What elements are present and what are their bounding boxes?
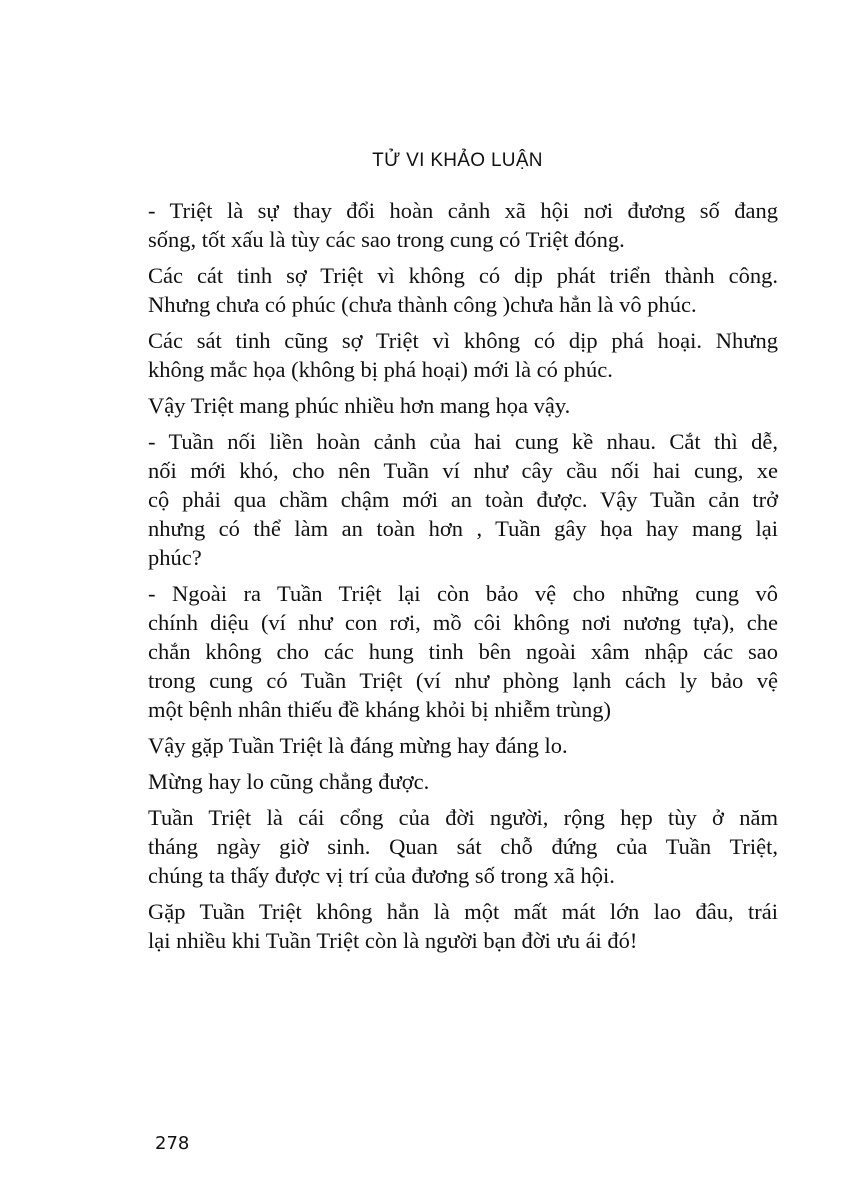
text-line: không mắc họa (không bị phá hoại) mới là có phúc. — [148, 357, 613, 382]
paragraph — [148, 731, 778, 760]
page-number: 278 — [155, 1133, 190, 1154]
paragraph — [148, 391, 778, 420]
text-line: Nhưng chưa có phúc (chưa thành công )chưa hẳn là vô phúc. — [148, 292, 697, 317]
body-text — [148, 196, 778, 962]
text-line: Vậy gặp Tuần Triệt là đáng mừng hay đáng lo. — [148, 733, 568, 758]
paragraph — [148, 579, 778, 724]
text-line: một bệnh nhân thiếu đề kháng khỏi bị nhiễm trùng) — [148, 697, 612, 722]
paragraph — [148, 427, 778, 572]
text-line: lại nhiều khi Tuần Triệt còn là người bạn đời ưu ái đó! — [148, 928, 638, 953]
text-line: chắn không cho các hung tinh bên ngoài xâm nhập các sao — [148, 639, 778, 664]
paragraph — [148, 261, 778, 319]
text-line: chúng ta thấy được vị trí của đương số trong xã hội. — [148, 863, 615, 888]
paragraph — [148, 767, 778, 796]
text-line: - Tuần nối liền hoàn cảnh của hai cung kề nhau. Cắt thì dễ, — [148, 429, 778, 454]
text-line: Mừng hay lo cũng chẳng được. — [148, 769, 430, 794]
paragraph — [148, 196, 778, 254]
text-line: tháng ngày giờ sinh. Quan sát chỗ đứng của Tuần Triệt, — [148, 834, 778, 859]
text-line: Vậy Triệt mang phúc nhiều hơn mang họa vậy. — [148, 393, 571, 418]
text-line: nhưng có thể làm an toàn hơn , Tuần gây họa hay mang lại — [148, 516, 778, 541]
paragraph — [148, 803, 778, 890]
paragraph — [148, 897, 778, 955]
text-line: Tuần Triệt là cái cổng của đời người, rộng hẹp tùy ở năm — [148, 805, 778, 830]
text-line: cộ phải qua chầm chậm mới an toàn được. Vậy Tuần cản trở — [148, 487, 778, 512]
text-line: sống, tốt xấu là tùy các sao trong cung có Triệt đóng. — [148, 227, 625, 252]
paragraph — [148, 326, 778, 384]
text-line: Các sát tinh cũng sợ Triệt vì không có dịp phá hoại. Nhưng — [148, 328, 778, 353]
text-line: trong cung có Tuần Triệt (ví như phòng lạnh cách ly bảo vệ — [148, 668, 778, 693]
text-line: - Ngoài ra Tuần Triệt lại còn bảo vệ cho những cung vô — [148, 581, 778, 606]
text-line: phúc? — [148, 545, 202, 570]
text-line: nối mới khó, cho nên Tuần ví như cây cầu nối hai cung, xe — [148, 458, 778, 483]
running-header: TỬ VI KHẢO LUẬN — [372, 150, 543, 171]
text-line: chính diệu (ví như con rơi, mồ côi không nơi nương tựa), che — [148, 610, 778, 635]
text-line: Gặp Tuần Triệt không hẳn là một mất mát lớn lao đâu, trái — [148, 899, 778, 924]
text-line: - Triệt là sự thay đổi hoàn cảnh xã hội nơi đương số đang — [148, 198, 778, 223]
text-line: Các cát tinh sợ Triệt vì không có dịp phát triển thành công. — [148, 263, 778, 288]
